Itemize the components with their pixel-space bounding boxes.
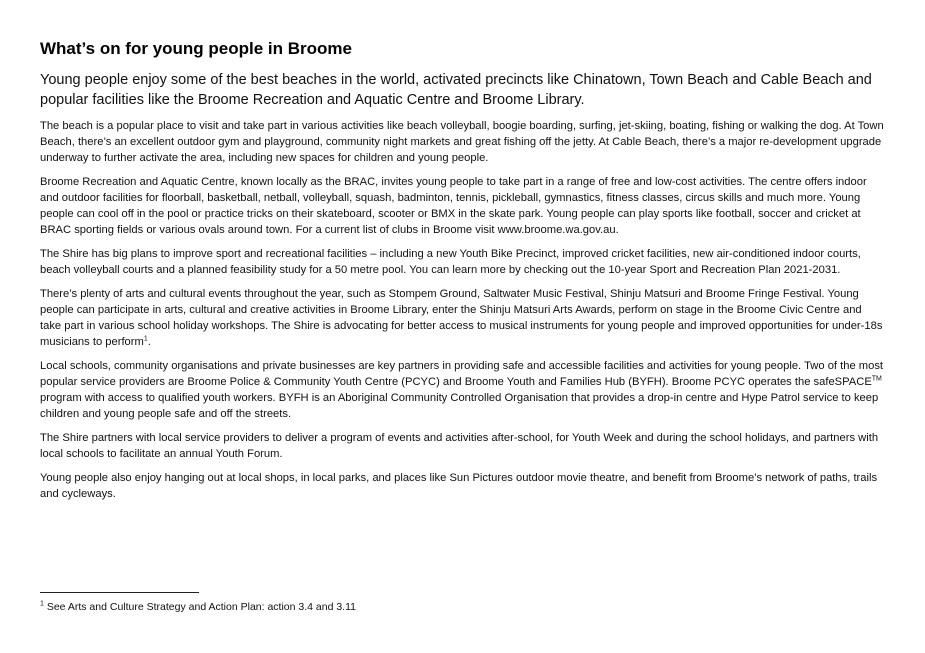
footnote-mark: 1 — [40, 600, 44, 608]
document-page — [40, 38, 885, 502]
paragraph-partners — [40, 358, 885, 422]
paragraph-partners-text-b: program with access to qualified youth workers. BYFH is an Aboriginal Community Controlled Organisation that provides a drop-in centre and Hype Patrol service to keep children and young people safe and off the streets. — [40, 392, 879, 420]
trademark-mark: TM — [871, 375, 882, 383]
paragraph-hanging-out: Young people also enjoy hanging out at local shops, in local parks, and places like Sun Pictures outdoor movie theatre, and benefit from Broome’s network of paths, trails and cycleways. — [40, 472, 878, 500]
footnote-reference[interactable]: 1 — [143, 335, 148, 343]
paragraph-brac: Broome Recreation and Aquatic Centre, known locally as the BRAC, invites young people to take part in a range of free and low-cost activities. The centre offers indoor and outdoor facilities for floorball, basketball, netball, volleyball, squash, badminton, tennis, pickleball, gymnastics, fitness classes, circus skills and much more. Young people can cool off in the pool or practice tricks on their skateboard, scooter or BMX in the skate park. Young people can play sports like football, soccer and cricket at BRAC sporting fields or various ovals around town. For a current list of clubs in Broome visit www.broome.wa.gov.au. — [40, 176, 867, 236]
page-title: What’s on for young people in Broome — [40, 39, 352, 58]
paragraph-providers: The Shire partners with local service providers to deliver a program of events and activities after-school, for Youth Week and during the school holidays, and partners with local schools to facilitate an annual Youth Forum. — [40, 432, 879, 460]
paragraph-arts-end: . — [147, 336, 151, 348]
footnote-divider — [40, 592, 199, 593]
paragraph-plans: The Shire has big plans to improve sport and recreational facilities – including a new Youth Bike Precinct, improved cricket facilities, new air-conditioned indoor courts, beach volleyball courts and a planned feasibility study for a 50 metre pool. You can learn more by checking out the 10-year Sport and Recreation Plan 2021-2031. — [40, 248, 861, 276]
paragraph-arts-text: There’s plenty of arts and cultural events throughout the year, such as Stompem Ground, Saltwater Music Festival, Shinju Matsuri and Broome Fringe Festival. Young people can participate in arts, cultural and creative activities in Broome Library, enter the Shinju Matsuri Arts Awards, perform on stage in the Broome Civic Centre and take part in various school holiday workshops. The Shire is advocating for better access to musical instruments for young people and improved opportunities for under-18s musicians to perform — [40, 288, 883, 348]
footnote-text: See Arts and Culture Strategy and Action Plan: action 3.4 and 3.11 — [43, 601, 356, 613]
lead-paragraph: Young people enjoy some of the best beaches in the world, activated precincts like Chinatown, Town Beach and Cable Beach and popular facilities like the Broome Recreation and Aquatic Centre and Broome Library. — [40, 72, 872, 108]
paragraph-beach: The beach is a popular place to visit and take part in various activities like beach volleyball, boogie boarding, surfing, jet-skiing, boating, fishing or walking the dog. At Town Beach, there’s an excellent outdoor gym and playground, community night markets and great fishing off the jetty. At Cable Beach, there’s a major re-development upgrade underway to further activate the area, including new spaces for children and young people. — [40, 120, 884, 164]
paragraph-partners-text-a: Local schools, community organisations and private businesses are key partners in providing safe and accessible facilities and activities for young people. Two of the most popular service providers are Broome Police & Community Youth Centre (PCYC) and Broome Youth and Families Hub (BYFH). Broome PCYC operates the safeSPACE — [40, 360, 884, 388]
paragraph-arts — [40, 286, 885, 350]
footnote — [40, 600, 356, 614]
